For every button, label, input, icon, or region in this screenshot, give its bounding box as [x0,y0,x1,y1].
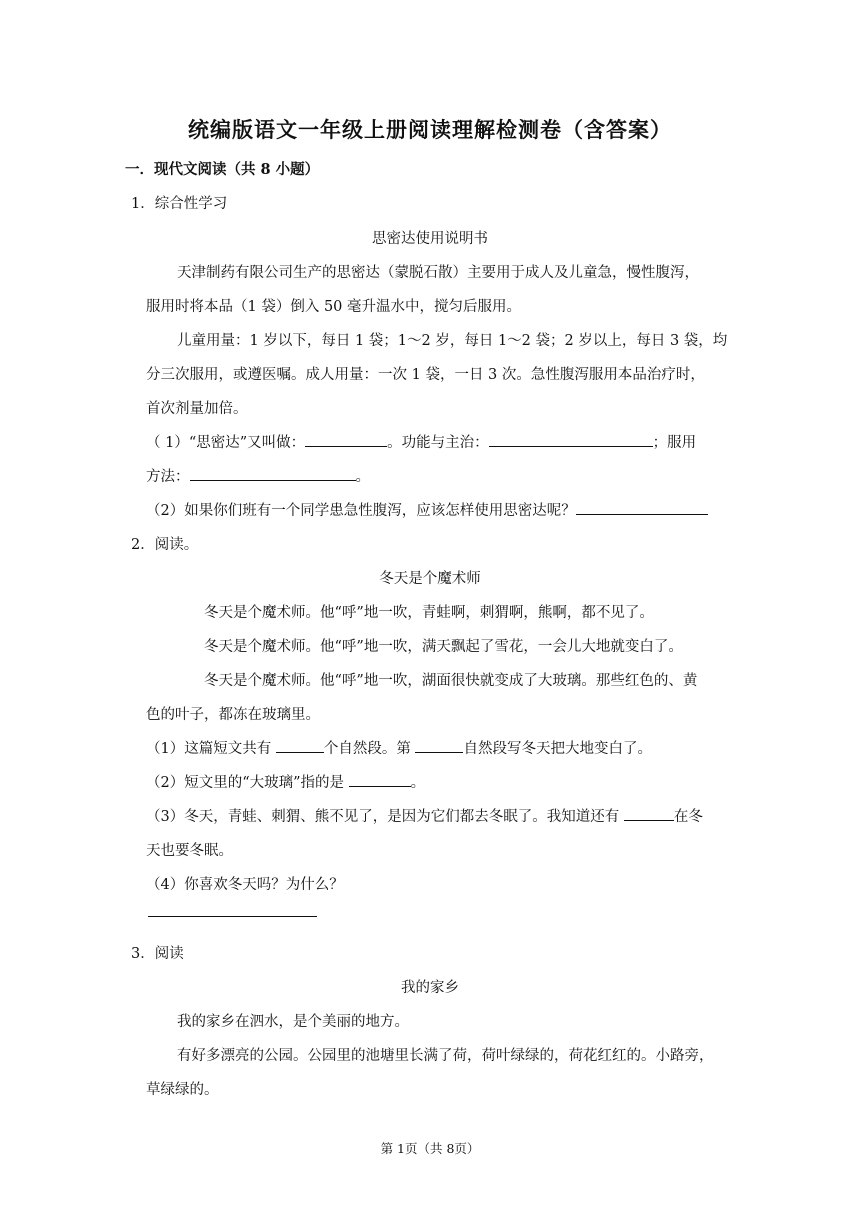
question-1-paragraph: 分三次服用，或遵医嘱。成人用量：一次 1 袋，一日 3 次。急性腹泻服用本品治疗时， [146,367,705,383]
document-title: 统编版语文一年级上册阅读理解检测卷（含答案） [188,117,672,142]
subquestion-text: 个自然段。第 [323,741,416,757]
question-1-paragraph: 服用时将本品（1 袋）倒入 50 毫升温水中，搅匀后服用。 [146,299,522,315]
question-1-paragraph: 儿童用量：1 岁以下，每日 1 袋；1～2 岁，每日 1～2 袋；2 岁以上，每日 3 袋，均 [177,333,728,349]
answer-blank[interactable] [276,738,324,753]
subquestion-text: （2）短文里的“大玻璃”指的是 [146,775,349,791]
subquestion-text: （ 1）“思密达”又叫做： [146,435,306,451]
subquestion-text: ；服用 [652,435,697,451]
question-2-label: 2．阅读。 [131,537,199,553]
answer-blank[interactable] [624,806,674,821]
subquestion-text: 自然段写冬天把大地变白了。 [463,741,652,757]
question-2-subquestion-2 [146,771,425,792]
question-2-subquestion-3 [146,805,703,826]
question-3-label: 3．阅读 [131,946,184,962]
question-2-subquestion-1 [146,737,652,758]
question-1-subquestion-1-cont [146,465,370,486]
answer-blank[interactable] [489,432,653,447]
question-3-paragraph: 草绿绿的。 [146,1082,219,1098]
subquestion-text: 在冬 [673,809,703,825]
answer-blank[interactable] [349,772,411,787]
answer-blank[interactable] [305,432,387,447]
question-1-passage-title: 思密达使用说明书 [372,231,488,247]
subquestion-text: （3）冬天，青蛙、刺猬、熊不见了，是因为它们都去冬眠了。我知道还有 [146,809,624,825]
subquestion-text: （2）如果你们班有一个同学患急性腹泻，应该怎样使用思密达呢？ [146,503,576,519]
question-3-passage-title: 我的家乡 [401,980,459,996]
question-2-subquestion-4: （4）你喜欢冬天吗？为什么？ [146,877,344,893]
question-2-paragraph: 冬天是个魔术师。他“呼”地一吹，青蛙啊，刺猬啊，熊啊，都不见了。 [204,605,654,621]
question-1-label: 1．综合性学习 [131,196,228,212]
subquestion-text: 。 [355,469,370,485]
question-3-paragraph: 我的家乡在泗水，是个美丽的地方。 [177,1014,409,1030]
question-2-paragraph: 色的叶子，都冻在玻璃里。 [146,707,320,723]
question-1-subquestion-2 [146,499,708,520]
question-1-subquestion-1 [146,431,696,452]
question-1-paragraph: 首次剂量加倍。 [146,401,248,417]
section-heading: 一．现代文阅读（共 8 小题） [125,161,320,178]
question-2-subquestion-3-cont: 天也要冬眠。 [146,843,233,859]
subquestion-text: 方法： [146,469,190,485]
answer-blank[interactable] [576,500,708,515]
subquestion-text: 。 [410,775,426,791]
question-3-paragraph: 有好多漂亮的公园。公园里的池塘里长满了荷，荷叶绿绿的，荷花红红的。小路旁， [177,1048,714,1064]
question-1-paragraph: 天津制药有限公司生产的思密达（蒙脱石散）主要用于成人及儿童急，慢性腹泻， [177,265,699,281]
question-2-passage-title: 冬天是个魔术师 [379,571,481,587]
answer-blank[interactable] [190,466,356,481]
page-footer: 第 1页（共 8页） [380,1141,480,1156]
question-2-paragraph: 冬天是个魔术师。他“呼”地一吹，满天飘起了雪花，一会儿大地就变白了。 [204,639,683,655]
answer-line[interactable] [148,916,317,917]
question-2-paragraph: 冬天是个魔术师。他“呼”地一吹，湖面很快就变成了大玻璃。那些红色的、黄 [204,673,698,689]
answer-blank[interactable] [415,738,463,753]
subquestion-text: 。功能与主治： [387,435,489,451]
subquestion-text: （1）这篇短文共有 [146,741,276,757]
